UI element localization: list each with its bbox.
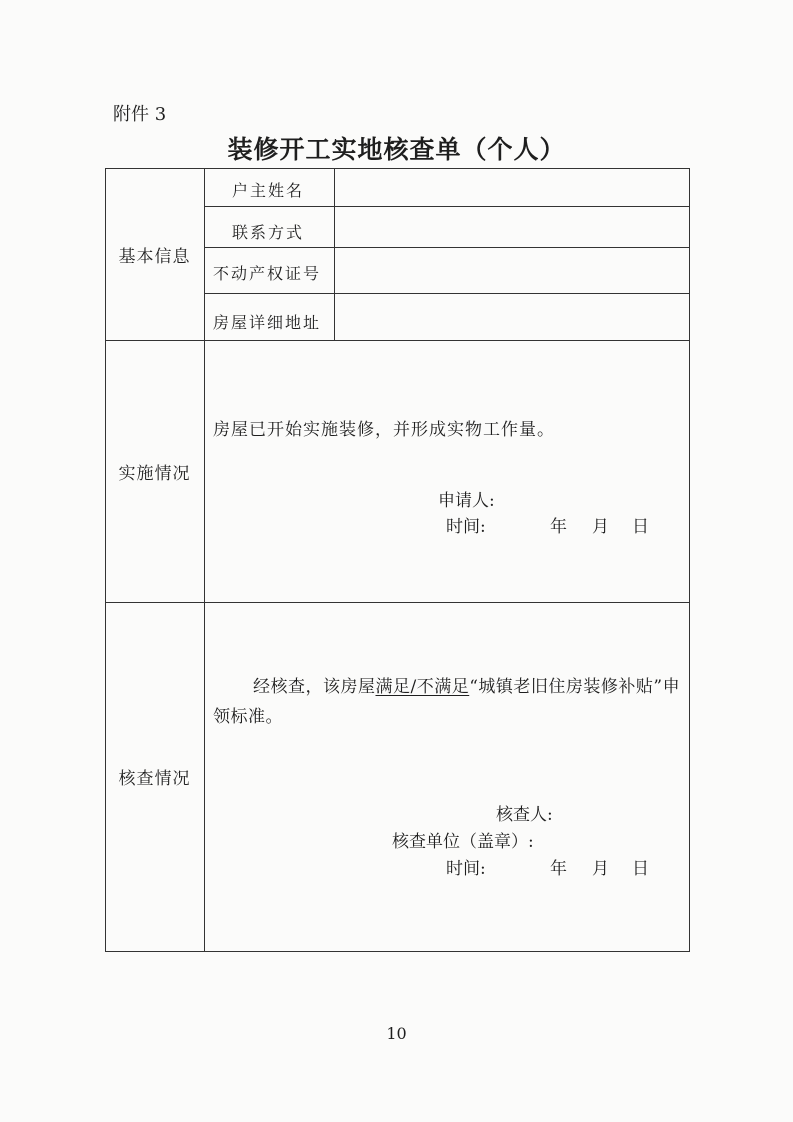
document-title: 装修开工实地核查单（个人） xyxy=(227,135,566,164)
applicant-label: 申请人: xyxy=(438,491,495,511)
property-cert-value[interactable] xyxy=(335,248,689,293)
implementation-year-label: 年 xyxy=(550,517,567,537)
verification-statement xyxy=(213,672,691,732)
attachment-label: 附件 3 xyxy=(113,104,167,125)
verification-text-before: 经核查，该房屋 xyxy=(253,677,376,697)
implementation-month-label: 月 xyxy=(592,517,609,537)
field-label-contact: 联系方式 xyxy=(232,222,305,242)
table-border-bottom xyxy=(105,951,690,952)
verification-time-label: 时间: xyxy=(446,859,486,879)
contact-value[interactable] xyxy=(335,207,689,247)
verification-option-underlined: 满足/不满足 xyxy=(375,677,470,697)
table-label-column-divider xyxy=(204,168,205,952)
verification-text-after: “城镇老旧住房装修补贴”申领标准。 xyxy=(213,677,681,727)
page-number: 10 xyxy=(386,1024,407,1043)
implementation-statement: 房屋已开始实施装修，并形成实物工作量。 xyxy=(213,420,555,440)
section-label-basic-info: 基本信息 xyxy=(118,246,191,267)
implementation-time-label: 时间: xyxy=(446,517,486,537)
checking-unit-label: 核查单位（盖章）: xyxy=(392,832,534,852)
verification-month-label: 月 xyxy=(592,859,609,879)
field-label-property-cert: 不动产权证号 xyxy=(213,263,322,283)
implementation-day-label: 日 xyxy=(632,517,649,537)
address-value[interactable] xyxy=(335,294,689,340)
table-border-right xyxy=(689,168,690,952)
field-label-owner-name: 户主姓名 xyxy=(232,180,305,200)
verification-year-label: 年 xyxy=(550,859,567,879)
owner-name-value[interactable] xyxy=(335,169,689,206)
checker-label: 核查人: xyxy=(496,805,553,825)
verification-day-label: 日 xyxy=(632,859,649,879)
section-label-implementation: 实施情况 xyxy=(118,463,191,484)
field-label-address: 房屋详细地址 xyxy=(213,312,322,332)
section-label-verification: 核查情况 xyxy=(118,769,191,789)
